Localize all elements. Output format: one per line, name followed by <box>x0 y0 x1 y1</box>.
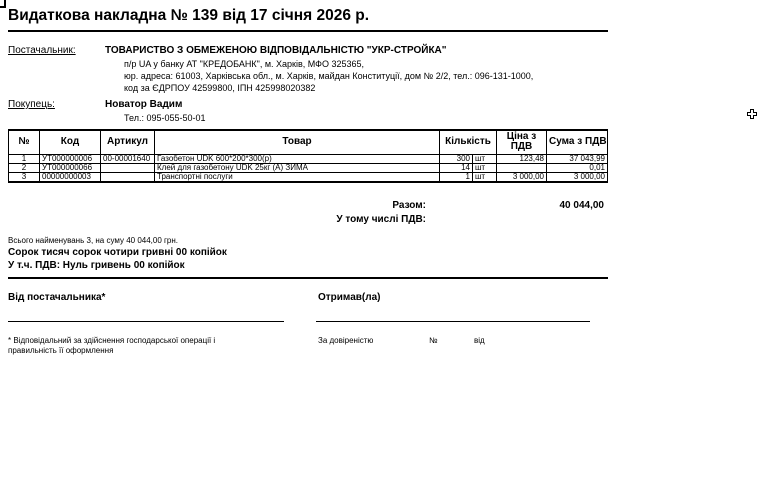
title-rule <box>8 30 608 32</box>
move-cursor-icon <box>746 108 758 120</box>
supplier-signature-line <box>8 321 284 322</box>
row-code: 00000000003 <box>40 172 101 182</box>
row-unit: шт <box>473 172 497 182</box>
supplier-code-line: код за ЄДРПОУ 42599800, ІПН 425998020382 <box>124 83 316 93</box>
row-article <box>101 163 155 172</box>
row-unit: шт <box>473 163 497 172</box>
summary-count: Всього найменувань 3, на суму 40 044,00 грн. <box>8 236 179 245</box>
proxy-date-label: від <box>474 336 485 345</box>
supplier-signature-label: Від постачальника* <box>8 292 106 303</box>
goods-table <box>8 129 608 183</box>
header-qty: Кількість <box>440 130 497 154</box>
row-article: 00-00001640 <box>101 154 155 163</box>
row-price <box>497 163 547 172</box>
table-row <box>9 172 608 182</box>
buyer-label: Покупець: <box>8 99 55 110</box>
header-price: Ціна з ПДВ <box>497 130 547 154</box>
row-num: 1 <box>9 154 40 163</box>
header-product: Товар <box>155 130 440 154</box>
supplier-name: ТОВАРИСТВО З ОБМЕЖЕНОЮ ВІДПОВІДАЛЬНІСТЮ "УКР-СТРОЙКА" <box>105 45 447 56</box>
receiver-signature-label: Отримав(ла) <box>318 292 381 303</box>
row-qty: 1 <box>440 172 473 182</box>
table-row <box>9 163 608 172</box>
row-price: 3 000,00 <box>497 172 547 182</box>
summary-rule <box>8 277 608 279</box>
row-num: 3 <box>9 172 40 182</box>
row-product: Транспортні послуги <box>155 172 440 182</box>
header-sum: Сума з ПДВ <box>547 130 608 154</box>
footnote-line-2: правильність її оформлення <box>8 346 114 355</box>
proxy-number-label: № <box>429 336 438 345</box>
row-sum: 3 000,00 <box>547 172 608 182</box>
summary-amount-words: Сорок тисяч сорок чотири гривні 00 копійок <box>8 247 227 258</box>
supplier-address-line: юр. адреса: 61003, Харківська обл., м. Харків, майдан Конституції, дом № 2/2, тел.: 096-131-1000, <box>124 71 534 81</box>
buyer-phone-line: Тел.: 095-055-50-01 <box>124 113 206 123</box>
row-price: 123,48 <box>497 154 547 163</box>
table-row <box>9 154 608 163</box>
row-qty: 14 <box>440 163 473 172</box>
row-code: УТ000000006 <box>40 154 101 163</box>
receiver-signature-line <box>316 321 590 322</box>
supplier-bank-line: п/р UA у банку АТ "КРЕДОБАНК", м. Харків, МФО 325365, <box>124 59 365 69</box>
row-unit: шт <box>473 154 497 163</box>
row-product: Клей для газобетону UDK 25кг (А) ЗИМА <box>155 163 440 172</box>
vat-label: У тому числі ПДВ: <box>336 214 426 225</box>
corner-mark <box>0 0 6 8</box>
proxy-label: За довіреністю <box>318 336 374 345</box>
row-product: Газобетон UDK 600*200*300(р) <box>155 154 440 163</box>
row-sum: 37 043,99 <box>547 154 608 163</box>
header-num: № <box>9 130 40 154</box>
footnote-line-1: * Відповідальний за здійснення господарської операції і <box>8 336 216 345</box>
header-article: Артикул <box>101 130 155 154</box>
summary-vat-words: У т.ч. ПДВ: Нуль гривень 00 копійок <box>8 260 185 271</box>
buyer-name: Новатор Вадим <box>105 99 183 110</box>
supplier-label: Постачальник: <box>8 45 76 56</box>
total-label: Разом: <box>392 200 426 211</box>
table-header-row <box>9 130 608 154</box>
invoice-title: Видаткова накладна № 139 від 17 січня 2026 р. <box>8 7 370 24</box>
row-sum: 0,01 <box>547 163 608 172</box>
row-code: УТ000000066 <box>40 163 101 172</box>
header-code: Код <box>40 130 101 154</box>
row-qty: 300 <box>440 154 473 163</box>
row-article <box>101 172 155 182</box>
row-num: 2 <box>9 163 40 172</box>
total-value: 40 044,00 <box>559 200 604 211</box>
